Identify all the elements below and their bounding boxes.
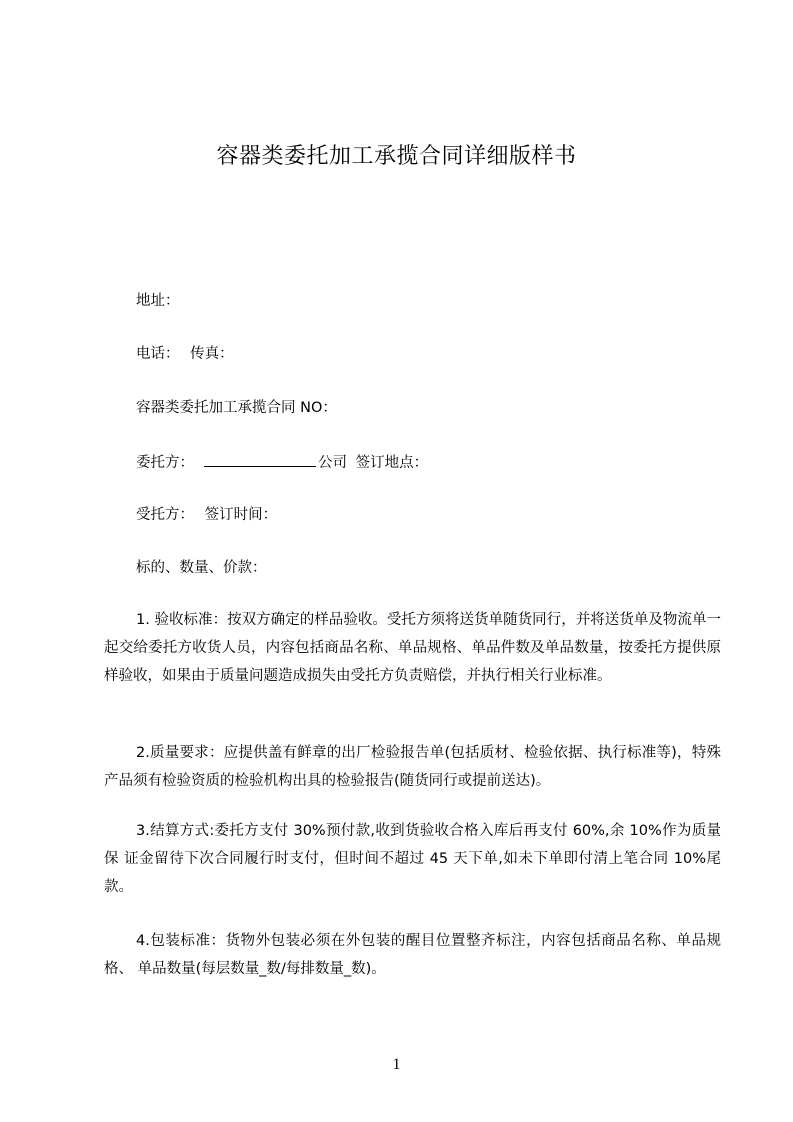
subject-header-label: 标的、数量、价款： <box>136 560 267 576</box>
client-field <box>136 452 428 473</box>
clause-quality-requirements: 2.质量要求：应提供盖有鲜章的出厂检验报告单(包括质材、检验依据、执行标准等)，特殊产品须有检验资质的检验机构出具的检验报告(随货同行或提前送达)。 <box>104 745 721 789</box>
clause-settlement-method: 3.结算方式:委托方支付 30%预付款,收到货验收合格入库后再支付 60%,余 10%作为质量保 证金留待下次合同履行时支付，但时间不超过 45 天下单,如未下单即付清上笔合同 10%尾款。 <box>104 823 721 895</box>
phone-label: 电话： <box>136 346 180 362</box>
phone-fax-field <box>136 344 234 364</box>
subject-header <box>136 558 267 578</box>
client-name-blank <box>204 452 316 467</box>
sign-time-label: 签订时间： <box>204 507 278 523</box>
company-suffix: 公司 <box>318 455 347 471</box>
contract-number-field <box>136 398 337 418</box>
page-number: 1 <box>392 1056 401 1073</box>
client-label: 委托方： <box>136 455 194 471</box>
contractor-label: 受托方： <box>136 507 194 523</box>
address-label: 地址： <box>136 293 180 309</box>
sign-place-label: 签订地点： <box>355 455 429 471</box>
contractor-field <box>136 505 277 525</box>
fax-label: 传真： <box>190 346 234 362</box>
clause-acceptance-standard: 1. 验收标准：按双方确定的样品验收。受托方须将送货单随货同行，并将送货单及物流单一起交给委托方收货人员，内容包括商品名称、单品规格、单品件数及单品数量，按委托方提供原样验收，如果由于质量问题造成损失由受托方负责赔偿，并执行相关行业标准。 <box>104 612 721 684</box>
contract-number-label: 容器类委托加工承揽合同 NO： <box>136 400 337 416</box>
clause-packaging-standard: 4.包装标准：货物外包装必须在外包装的醒目位置整齐标注，内容包括商品名称、单品规格、 单品数量(每层数量_数/每排数量_数)。 <box>104 933 721 977</box>
page-title: 容器类委托加工承揽合同详细版样书 <box>216 144 577 169</box>
address-field <box>136 291 180 311</box>
